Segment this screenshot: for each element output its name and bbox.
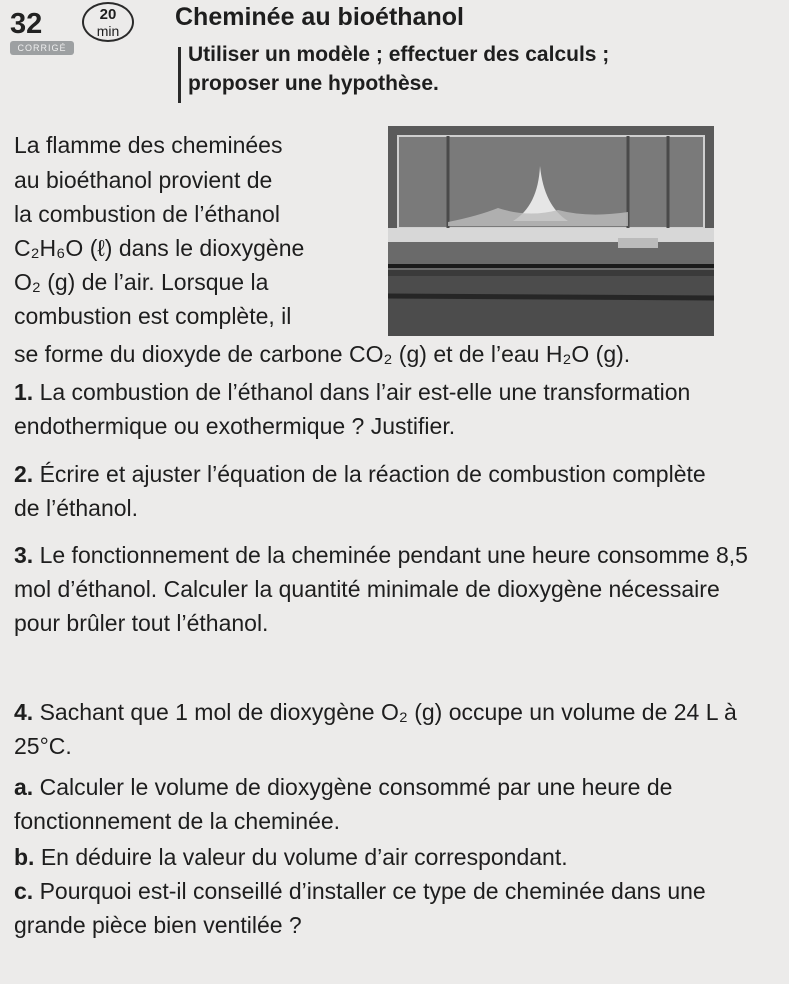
- fireplace-photo: [388, 126, 714, 336]
- question-4-text-b: occupe un volume de 24 L à 25°C.: [14, 699, 737, 759]
- intro-line-7-b: et de l’eau: [433, 341, 540, 367]
- fireplace-image: [388, 126, 714, 336]
- question-2: [14, 457, 734, 525]
- intro-line-1: La flamme des cheminées: [14, 132, 283, 158]
- question-4c-letter: c.: [14, 878, 34, 904]
- h2o-formula: H₂O (g).: [545, 341, 631, 367]
- intro-line-7-a: se forme du dioxyde de carbone: [14, 341, 343, 367]
- intro-line-5: [14, 265, 268, 299]
- question-3-text: Le fonctionnement de la cheminée pendant une heure consomme 8,5 mol d’éthanol. Calculer la quantité minimale de dioxygène nécessaire pour brûler tout l’éthanol.: [14, 542, 748, 636]
- question-4b-text: En déduire la valeur du volume d’air correspondant.: [40, 844, 568, 870]
- time-unit: min: [96, 23, 120, 39]
- intro-line-6: combustion est complète, il: [14, 303, 292, 329]
- question-4-o2-formula: O₂ (g): [381, 699, 443, 725]
- o2-formula: O₂ (g): [14, 269, 76, 295]
- question-4-number: 4.: [14, 699, 34, 725]
- question-4c-text: Pourquoi est-il conseillé d’installer ce type de cheminée dans une grande pièce bien ventilée ?: [14, 878, 706, 938]
- intro-line-4: [14, 231, 304, 265]
- timer-badge: [82, 2, 134, 42]
- question-4a-letter: a.: [14, 774, 34, 800]
- question-4b-letter: b.: [14, 844, 35, 870]
- question-3-number: 3.: [14, 542, 34, 568]
- ethanol-formula: C₂H₆O (ℓ): [14, 235, 113, 261]
- intro-line-7: [14, 337, 630, 371]
- question-2-number: 2.: [14, 461, 34, 487]
- intro-line-5-text: de l’air. Lorsque la: [81, 269, 269, 295]
- question-1: [14, 375, 734, 443]
- corrige-badge: CORRIGÉ: [10, 41, 74, 55]
- question-1-number: 1.: [14, 379, 34, 405]
- intro-line-2: au bioéthanol provient de: [14, 167, 273, 193]
- question-2-text: Écrire et ajuster l’équation de la réaction de combustion complète de l’éthanol.: [14, 461, 706, 521]
- question-1-text: La combustion de l’éthanol dans l’air est-elle une transformation endothermique ou exothermique ? Justifier.: [14, 379, 691, 439]
- skills-block: [188, 40, 708, 98]
- skills-bar: [178, 47, 181, 103]
- question-4c: [14, 874, 754, 942]
- question-4b: [14, 840, 754, 874]
- skills-line-1: Utiliser un modèle ; effectuer des calculs ;: [188, 43, 610, 66]
- time-value: 20: [99, 6, 117, 23]
- co2-formula: CO₂ (g): [348, 341, 427, 367]
- question-4-text-a: Sachant que 1 mol de dioxygène: [39, 699, 375, 725]
- question-4a-text: Calculer le volume de dioxygène consommé par une heure de fonctionnement de la cheminée.: [14, 774, 673, 834]
- intro-line-3: la combustion de l’éthanol: [14, 201, 280, 227]
- question-4a: [14, 770, 754, 838]
- question-3: [14, 538, 754, 640]
- skills-line-2: proposer une hypothèse.: [188, 72, 439, 95]
- exercise-title: Cheminée au bioéthanol: [175, 3, 464, 31]
- exercise-number: 32: [10, 8, 43, 40]
- intro-line-4-text: dans le dioxygène: [118, 235, 305, 261]
- question-4: [14, 695, 754, 763]
